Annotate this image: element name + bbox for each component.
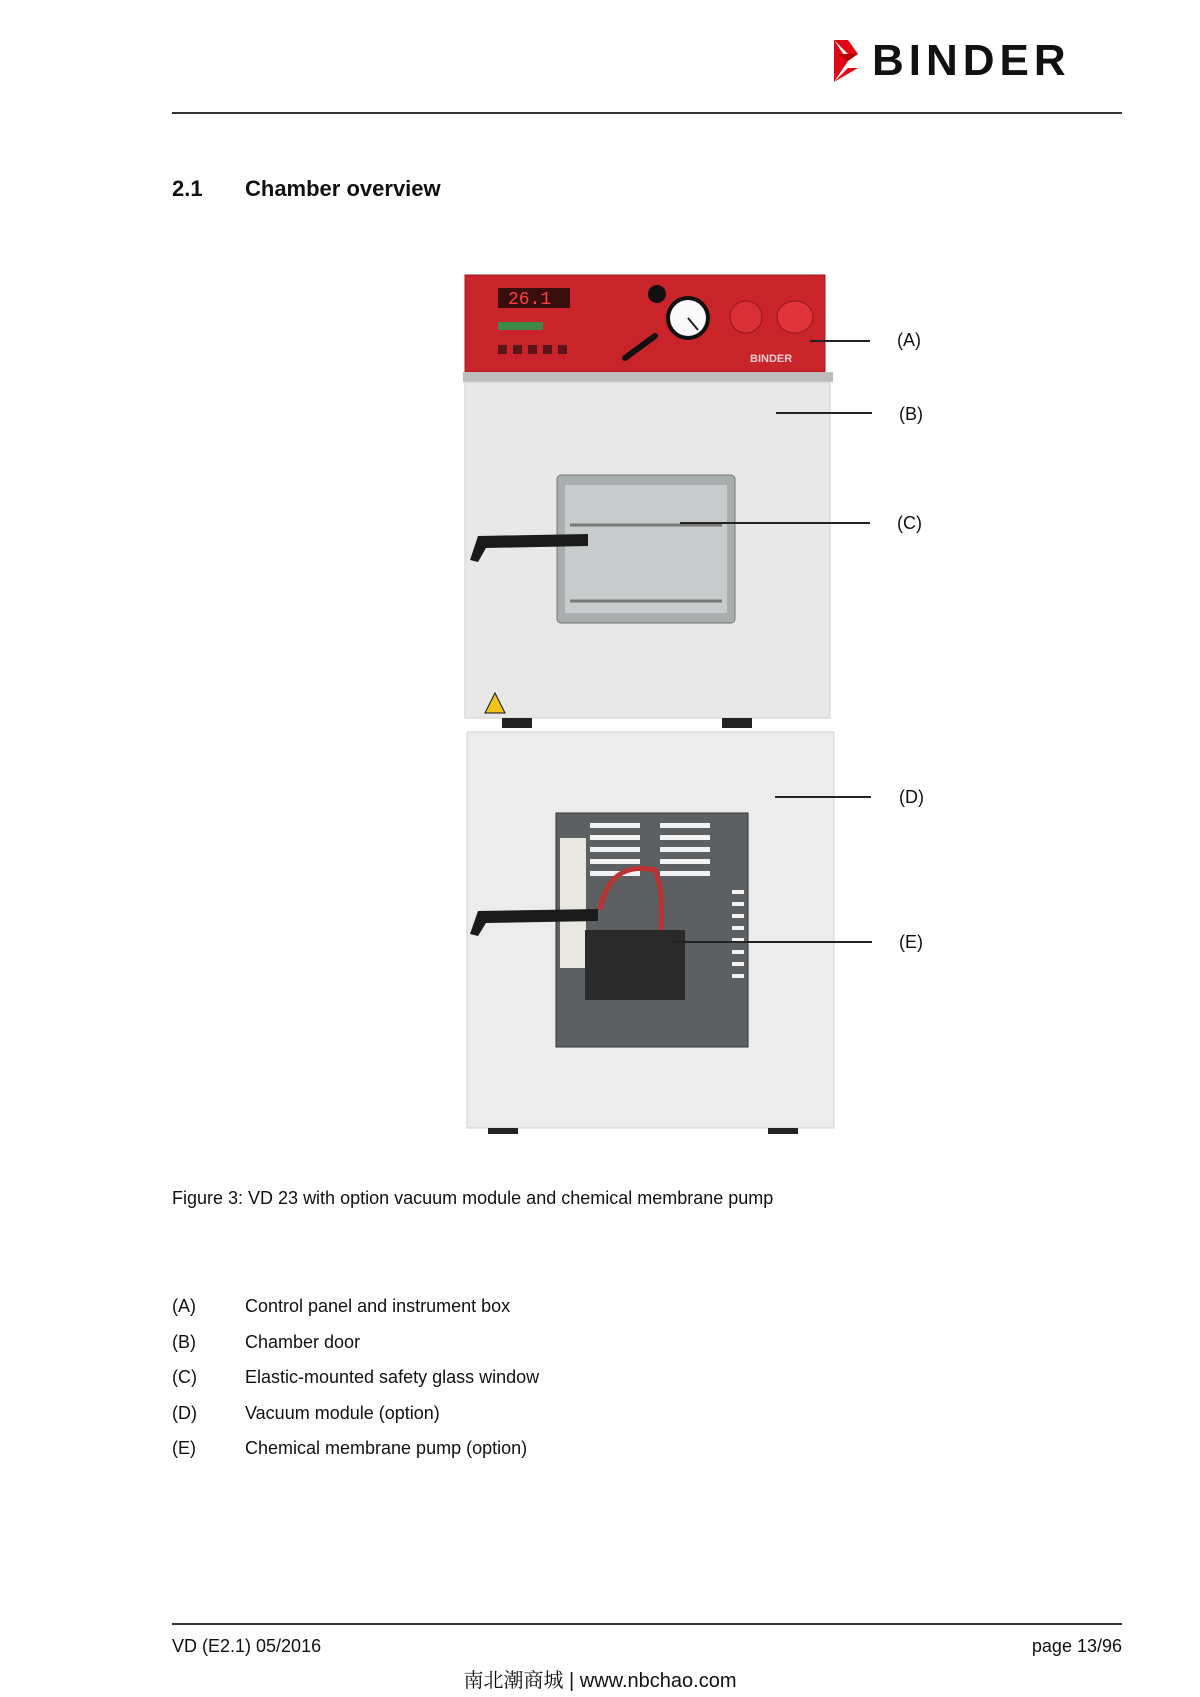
chamber-figure: [460, 270, 840, 1140]
legend-text: Chemical membrane pump (option): [245, 1438, 528, 1458]
callout-e: (E): [899, 932, 923, 952]
callout-line-a: [810, 340, 870, 342]
legend-key: (E): [172, 1438, 196, 1458]
legend-key: (A): [172, 1296, 196, 1316]
callout-line-c: [680, 522, 870, 524]
callout-line-b: [776, 412, 872, 414]
display-readout: 26.1: [508, 290, 552, 310]
callout-c: (C): [897, 513, 922, 533]
callout-line-d: [775, 796, 871, 798]
footer-doc-id: VD (E2.1) 05/2016: [172, 1636, 322, 1656]
callout-line-e: [672, 941, 872, 943]
binder-logo: [832, 36, 1124, 85]
legend-text: Control panel and instrument box: [245, 1296, 511, 1316]
legend-key: (C): [172, 1367, 197, 1387]
section-number: 2.1: [172, 176, 203, 201]
callout-a: (A): [897, 330, 921, 350]
page-title: Chamber overview: [245, 176, 441, 201]
callout-d: (D): [899, 787, 924, 807]
callout-b: (B): [899, 404, 923, 424]
legend-text: Chamber door: [245, 1332, 361, 1352]
figure-caption: Figure 3: VD 23 with option vacuum module and chemical membrane pump: [172, 1188, 774, 1208]
watermark: 南北潮商城 | www.nbchao.com: [463, 1670, 737, 1692]
legend-text: Vacuum module (option): [245, 1403, 440, 1423]
logo-text: BINDER: [872, 36, 1071, 85]
legend-key: (D): [172, 1403, 197, 1423]
panel-brand: BINDER: [750, 353, 793, 365]
header-rule: [172, 112, 1122, 114]
legend-key: (B): [172, 1332, 196, 1352]
footer-rule: [172, 1623, 1122, 1625]
logo-arrow-icon: [832, 40, 862, 82]
footer-page-number: page 13/96: [1031, 1636, 1122, 1656]
legend-text: Elastic-mounted safety glass window: [245, 1367, 540, 1387]
